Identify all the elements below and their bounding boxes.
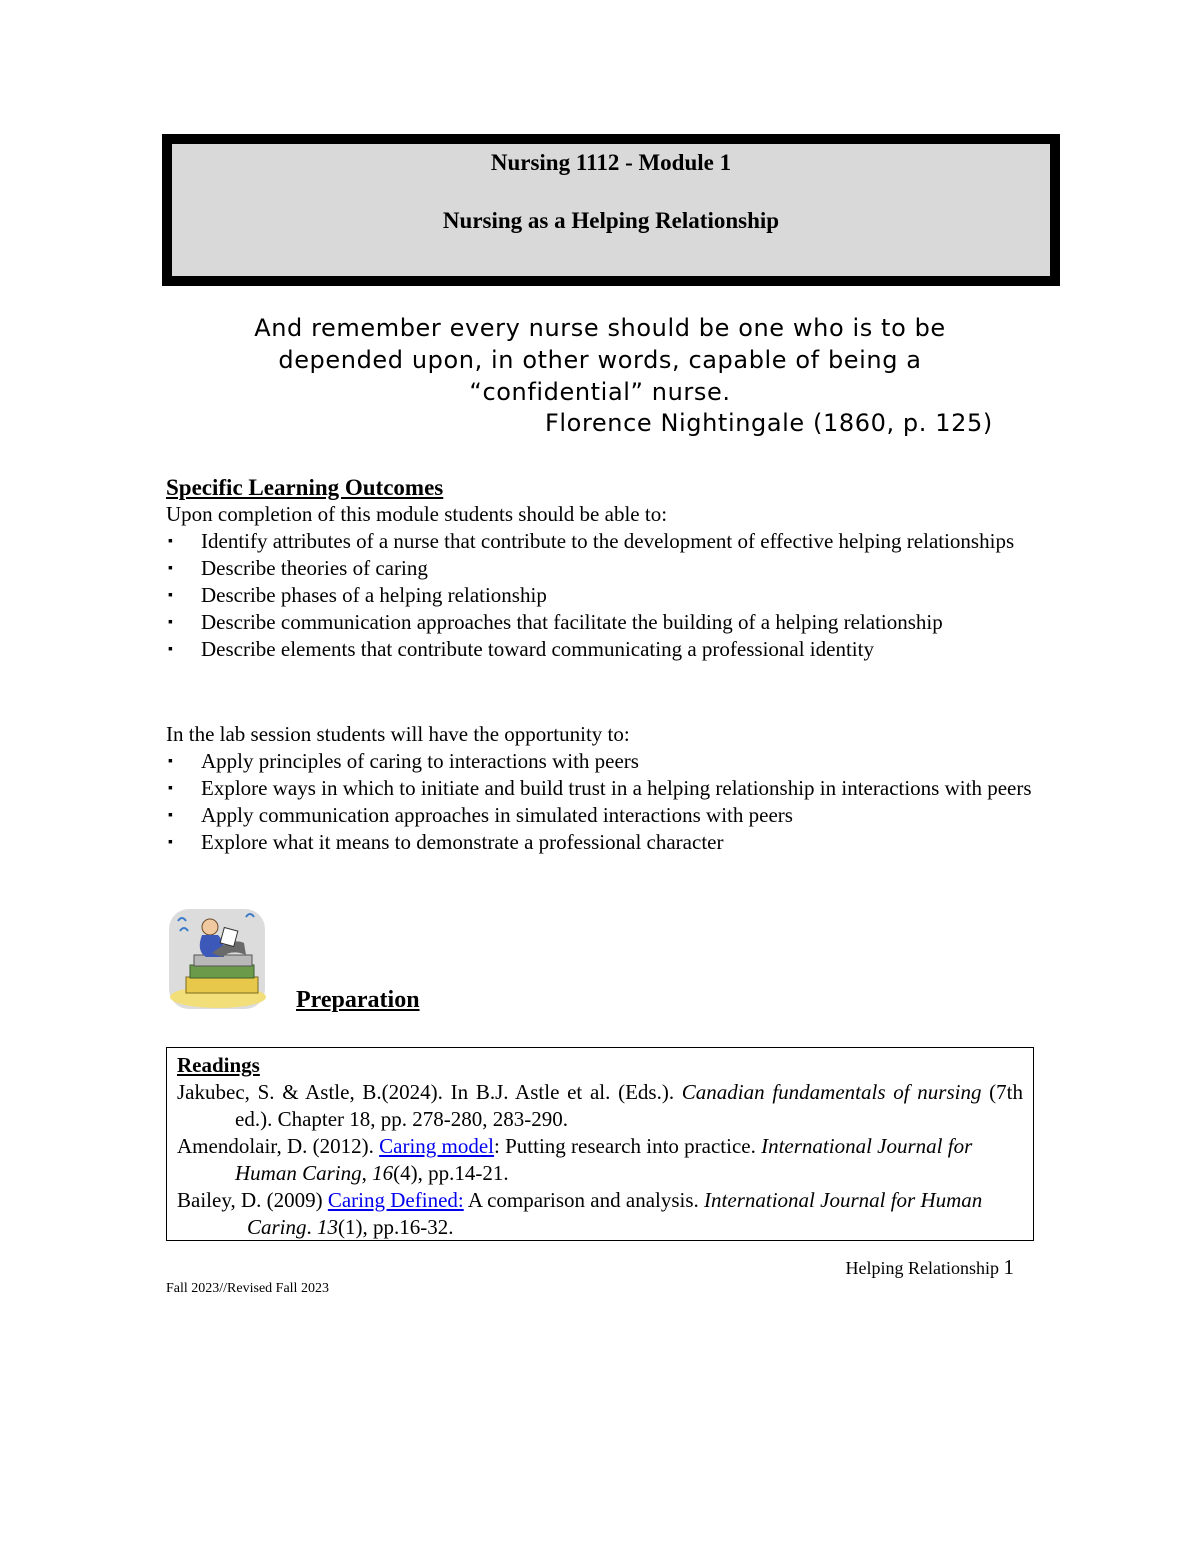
reference-journal: International Journal for Human Caring <box>247 1188 983 1239</box>
list-item: ▪ Explore ways in which to initiate and build trust in a helping relationship in interactions with peers <box>166 775 1046 802</box>
list-item: ▪ Describe elements that contribute toward communicating a professional identity <box>166 636 1046 663</box>
lab-session-section <box>166 721 1046 856</box>
reading-reference <box>177 1079 1023 1133</box>
readings-title: Readings <box>177 1053 260 1077</box>
outcomes-heading: Specific Learning Outcomes <box>166 475 444 500</box>
list-item: ▪ Identify attributes of a nurse that contribute to the development of effective helping relationships <box>166 528 1046 555</box>
reading-reference <box>177 1187 1023 1241</box>
outcomes-list <box>166 528 1046 663</box>
reference-volume: 16 <box>372 1161 394 1185</box>
reference-text: Amendolair, D. (2012). <box>177 1134 380 1158</box>
list-item: ▪ Describe phases of a helping relationship <box>166 582 1046 609</box>
reading-reference <box>177 1133 1023 1187</box>
running-head: Helping Relationship <box>845 1258 1004 1278</box>
reference-book-title: Canadian fundamentals of nursing <box>681 1080 982 1104</box>
quote-attribution: Florence Nightingale (1860, p. 125) <box>545 409 993 437</box>
lab-list <box>166 748 1046 856</box>
readings-box <box>166 1047 1034 1241</box>
reference-text: A comparison and analysis. <box>463 1188 705 1212</box>
reference-journal: International Journal for Human Caring <box>235 1134 973 1185</box>
revision-footer: Fall 2023//Revised Fall 2023 <box>166 1281 329 1296</box>
preparation-heading: Preparation <box>296 987 420 1013</box>
caring-model-link[interactable]: Caring model <box>379 1134 495 1158</box>
nightingale-quote: And remember every nurse should be one who is to be depended upon, in other words, capable of being a “confidential” nurse. <box>254 314 946 406</box>
page-number-header <box>846 1255 1014 1280</box>
reference-text: , <box>361 1161 373 1185</box>
list-item: ▪ Explore what it means to demonstrate a professional character <box>166 829 1046 856</box>
reference-volume: 13 <box>317 1215 339 1239</box>
page-number: 1 <box>1003 1255 1014 1279</box>
reference-text: : Putting research into practice. <box>494 1134 762 1158</box>
module-title-box <box>162 134 1060 286</box>
reference-text: Jakubec, S. & Astle, B.(2024). In B.J. Astle et al. (Eds.). <box>177 1080 682 1104</box>
course-title: Nursing 1112 - Module 1 <box>490 150 732 175</box>
list-item: ▪ Describe communication approaches that facilitate the building of a helping relationship <box>166 609 1046 636</box>
module-title-panel <box>172 144 1050 276</box>
learning-outcomes-section <box>166 474 1046 663</box>
reference-text: (4), pp.14-21. <box>393 1161 509 1185</box>
lab-intro: In the lab session students will have the opportunity to: <box>166 722 630 746</box>
reading-person-on-books-icon <box>166 907 270 1013</box>
reference-text: (1), pp.16-32. <box>338 1215 454 1239</box>
list-item: ▪ Apply communication approaches in simulated interactions with peers <box>166 802 1046 829</box>
reference-text: Bailey, D. (2009) <box>177 1188 328 1212</box>
list-item: ▪ Describe theories of caring <box>166 555 1046 582</box>
outcomes-intro: Upon completion of this module students should be able to: <box>166 502 668 526</box>
reference-text: (7th ed.). Chapter 18, pp. 278-280, 283-290. <box>235 1080 1023 1131</box>
list-item: ▪ Apply principles of caring to interactions with peers <box>166 748 1046 775</box>
module-title: Nursing as a Helping Relationship <box>442 208 780 233</box>
reference-text: . <box>306 1215 318 1239</box>
caring-defined-link[interactable]: Caring Defined: <box>327 1188 464 1212</box>
